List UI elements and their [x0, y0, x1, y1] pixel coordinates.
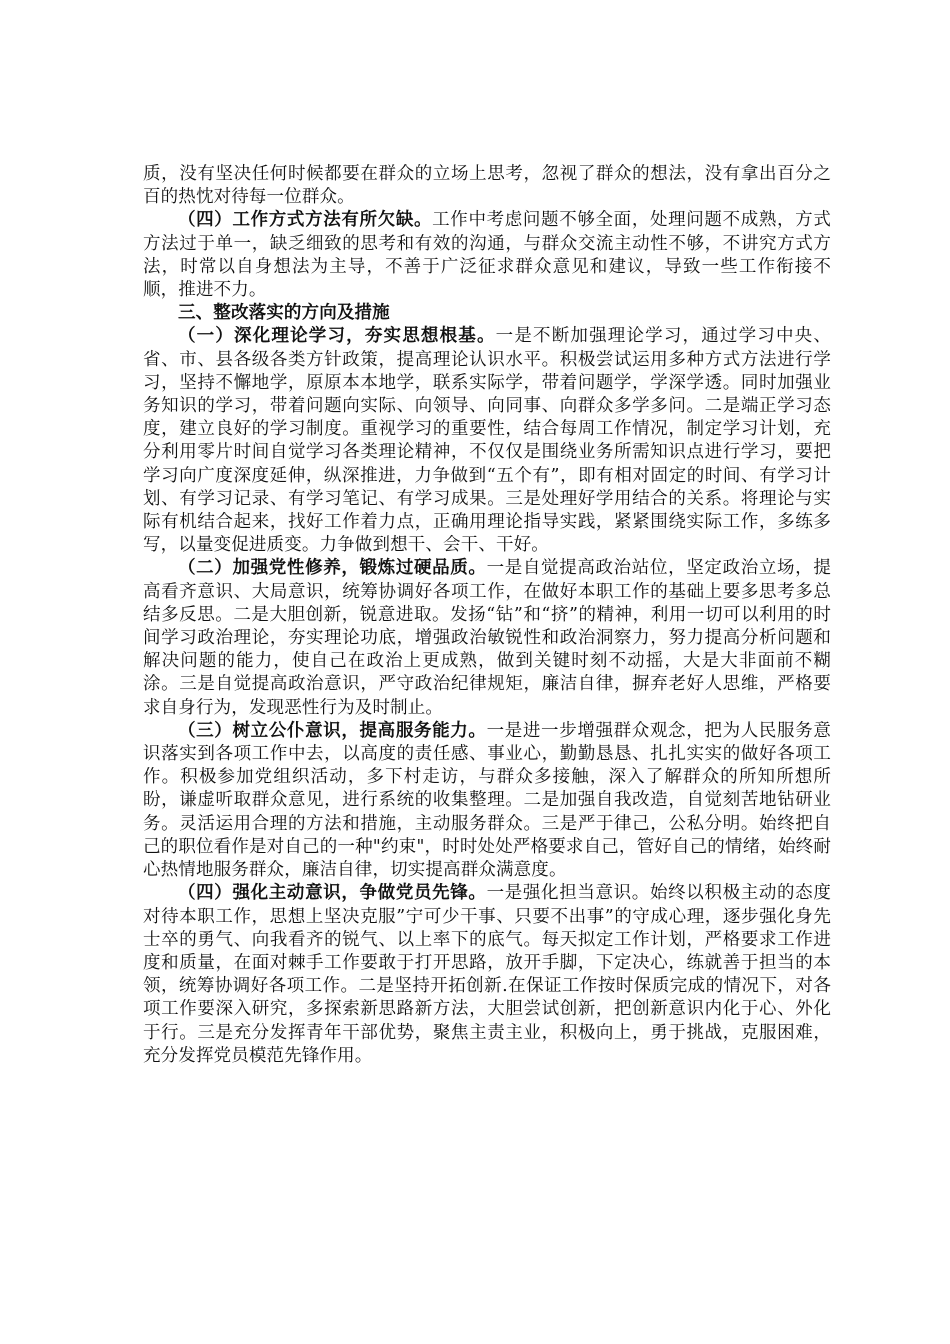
- paragraph-body: 一是自觉提高政治站位，坚定政治立场，提高看齐意识、大局意识，统筹协调好各项工作，在做好本职工作的基础上要多思考多总结多反思。二是大胆创新，锐意进取。发扬“钻”和“挤”的精神，利用一切可以利用的时间学习政治理论，夯实理论功底，增强政治敏锐性和政治洞察力，努力提高分析问题和解决问题的能力，使自己在政治上更成熟，做到关键时刻不动摇，大是大非面前不糊涂。三是自觉提高政治意识，严守政治纪律规矩，廉洁自律，摒弃老好人思维，严格要求自身行为，发现恶性行为及时制止。: [143, 558, 831, 718]
- paragraph-body: 一是强化担当意识。始终以积极主动的态度对待本职工作，思想上坚决克服”宁可少干事、只要不出事”的守成心理，逐步强化身先士卒的勇气、向我看齐的锐气、以上率下的底气。每天拟定工作计划，严格要求工作进度和质量，在面对棘手工作要敢于打开思路，放开手脚，下定决心，练就善于担当的本领，统筹协调好各项工作。二是坚持开拓创新.在保证工作按时保质完成的情况下，对各项工作要深入研究，多探索新思路新方法，大胆尝试创新，把创新意识内化于心、外化于行。三是充分发挥青年干部优势，聚焦主责主业，积极向上，勇于挑战，克服困难，充分发挥党员模范先锋作用。: [143, 883, 831, 1066]
- paragraph-lead: （一）深化理论学习，夯实思想根基。: [178, 326, 496, 347]
- paragraph-work-methods: [143, 209, 831, 302]
- paragraph-lead: （四）强化主动意识，争做党员先锋。: [178, 883, 487, 904]
- paragraph-public-servant: [143, 720, 831, 882]
- paragraph-body: 质，没有坚决任何时候都要在群众的立场上思考，忽视了群众的想法，没有拿出百分之百的热忱对待每一位群众。: [143, 164, 831, 208]
- document-page: [143, 163, 831, 1068]
- paragraph-body: 工作中考虑问题不够全面，处理问题不成熟，方式方法过于单一，缺乏细致的思考和有效的沟通，与群众交流主动性不够，不讲究方式方法，时常以自身想法为主导，不善于广泛征求群众意见和建议，导致一些工作衔接不顺，推进不力。: [143, 210, 831, 301]
- section-heading-text: 三、整改落实的方向及措施: [178, 303, 390, 324]
- paragraph-lead: （三）树立公仆意识，提高服务能力。: [178, 720, 487, 741]
- paragraph-initiative: [143, 882, 831, 1068]
- paragraph-party-spirit: [143, 557, 831, 719]
- paragraph-body: 一是进一步增强群众观念，把为人民服务意识落实到各项工作中去，以高度的责任感、事业心，勤勤恳恳、扎扎实实的做好各项工作。积极参加党组织活动，多下村走访，与群众多接触，深入了解群众的所知所想所盼，谦虚听取群众意见，进行系统的收集整理。二是加强自我改造，自觉刻苦地钻研业务。灵活运用合理的方法和措施，主动服务群众。三是严于律己，公私分明。始终把自己的职位看作是对自己的一种"约束"，时时处处严格要求自己，管好自己的情绪，始终耐心热情地服务群众，廉洁自律，切实提高群众满意度。: [143, 720, 831, 881]
- section-heading-rectification: [143, 302, 831, 325]
- paragraph-theory-study: [143, 325, 831, 557]
- paragraph-lead: （二）加强党性修养，锻炼过硬品质。: [178, 558, 487, 579]
- paragraph-lead: （四）工作方式方法有所欠缺。: [178, 210, 433, 231]
- paragraph-continuation: [143, 163, 831, 209]
- paragraph-body: 一是不断加强理论学习，通过学习中央、省、市、县各级各类方针政策，提高理论认识水平。积极尝试运用多种方式方法进行学习，坚持不懈地学，原原本本地学，联系实际学，带着问题学，学深学透。同时加强业务知识的学习，带着问题向实际、向领导、向同事、向群众多学多问。二是端正学习态度，建立良好的学习制度。重视学习的重要性，结合每周工作情况，制定学习计划，充分利用零片时间自觉学习各类理论精神，不仅仅是围绕业务所需知识点进行学习，要把学习向广度深度延伸，纵深推进，力争做到“五个有”，即有相对固定的时间、有学习计划、有学习记录、有学习笔记、有学习成果。三是处理好学用结合的关系。将理论与实际有机结合起来，找好工作着力点，正确用理论指导实践，紧紧围绕实际工作，多练多写，以量变促进质变。力争做到想干、会干、干好。: [143, 326, 831, 556]
